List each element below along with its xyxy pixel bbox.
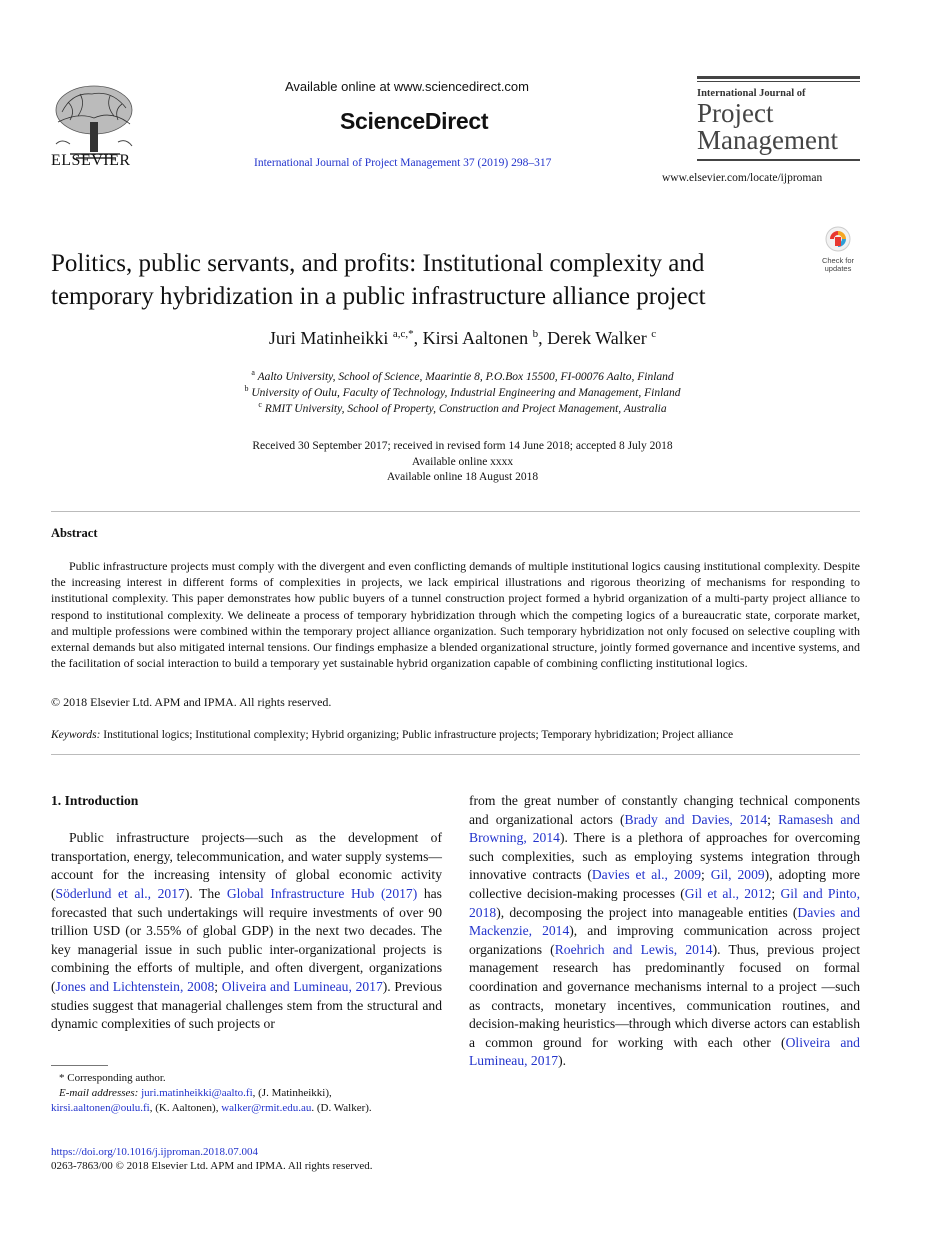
affiliation-sup: c: [258, 400, 262, 409]
text-run: ;: [771, 885, 781, 901]
citation-link[interactable]: Jones and Lichtenstein, 2008: [55, 978, 215, 994]
citation-link[interactable]: Gil et al., 2012: [684, 885, 772, 901]
text-run: ;: [767, 811, 779, 827]
footnote: [51, 1071, 451, 1116]
left-column: [51, 792, 442, 1034]
text-run: ;: [701, 867, 711, 883]
date-line: Received 30 September 2017; received in revised form 14 June 2018; accepted 8 July 2018: [252, 440, 673, 452]
citation-link[interactable]: Roehrich and Lewis, 2014: [554, 941, 713, 957]
email-link[interactable]: walker@rmit.edu.au: [221, 1102, 312, 1114]
keywords-list: Institutional logics; Institutional complexity; Hybrid organizing; Public infrastructure projects; Temporary hybridization; Project alliance: [103, 729, 734, 741]
citation-link[interactable]: Davies et al., 2009: [591, 867, 702, 883]
keywords: [51, 729, 733, 741]
affiliation-text: University of Oulu, Faculty of Technology, Industrial Engineering and Management, Finland: [251, 386, 681, 399]
text-run: from the great number of constantly changing technical components and organizational actors (: [469, 793, 860, 827]
date-line: Available online xxxx: [411, 455, 514, 468]
publisher-name: ELSEVIER: [51, 152, 131, 169]
email-line: [51, 1101, 451, 1116]
journal-logo-small: International Journal of: [697, 88, 806, 99]
available-online: Available online at www.sciencedirect.com: [285, 79, 529, 94]
affiliation-text: RMIT University, School of Property, Construction and Project Management, Australia: [264, 402, 667, 415]
citation-link[interactable]: Brady and Davies, 2014: [624, 811, 768, 827]
journal-url[interactable]: www.elsevier.com/locate/ijproman: [662, 172, 823, 184]
check-for-updates-button[interactable]: [818, 226, 858, 273]
citation-link[interactable]: Gil and Pinto, 2018: [469, 885, 860, 920]
text-run: ), adopting more collective decision-making processes (: [469, 867, 860, 901]
citation-link[interactable]: Global Infrastructure Hub (2017): [226, 885, 418, 901]
citation-link[interactable]: Söderlund et al., 2017: [55, 885, 185, 901]
check-updates-icon: [825, 226, 851, 252]
footer: [51, 1145, 373, 1173]
email-link[interactable]: kirsi.aaltonen@oulu.fi: [51, 1102, 150, 1114]
abstract-heading: Abstract: [51, 526, 98, 540]
journal-citation[interactable]: International Journal of Project Management 37 (2019) 298–317: [254, 157, 552, 169]
citation-link[interactable]: Oliveira and Lumineau, 2017: [469, 1034, 860, 1069]
corresponding-author: * Corresponding author.: [59, 1072, 166, 1084]
divider: [51, 754, 860, 755]
sciencedirect-logo: ScienceDirect: [340, 108, 489, 134]
citation-link[interactable]: Oliveira and Lumineau, 2017: [221, 978, 383, 994]
text-run: ), decomposing the project into manageable entities (: [496, 904, 798, 920]
text-run: ). Thus, previous project management research has predominantly focused on formal coordination and governance mechanisms internal to a project —such as contracts, monetary incentives, communication routines, and decision-making heuristics—through which diverse actors can establish a common ground for working with each other (: [469, 941, 860, 1050]
affiliation: [0, 397, 925, 417]
email-line: [51, 1086, 451, 1101]
issn-line: 0263-7863/00 © 2018 Elsevier Ltd. APM and IPMA. All rights reserved.: [51, 1160, 373, 1172]
affiliation-sup: a: [251, 368, 255, 377]
author-sup: b: [532, 328, 539, 340]
email-link[interactable]: juri.matinheikki@aalto.fi: [141, 1087, 253, 1099]
logo-rule: [697, 76, 860, 79]
keywords-label: Keywords:: [51, 729, 101, 741]
journal-logo: [697, 76, 860, 161]
logo-rule: [697, 159, 860, 161]
text-run: ). The: [184, 885, 227, 901]
citation-link[interactable]: Ramasesh and Browning, 2014: [469, 811, 860, 846]
author-sup: c: [651, 328, 657, 340]
text-run: ).: [558, 1053, 567, 1069]
email-owner: . (D. Walker).: [311, 1102, 372, 1114]
text-run: ). There is a plethora of approaches for overcoming such complexities, such as employing systems integration through innovative contracts (: [469, 830, 860, 883]
affiliation-text: Aalto University, School of Science, Maarintie 8, P.O.Box 15500, FI-00076 Aalto, Finland: [257, 370, 674, 383]
doi-link[interactable]: https://doi.org/10.1016/j.ijproman.2018.07.004: [51, 1146, 258, 1158]
divider: [51, 511, 860, 512]
body-paragraph: [469, 792, 860, 1071]
email-label: E-mail addresses:: [59, 1087, 139, 1099]
journal-logo-line1: Project: [697, 98, 774, 128]
text-run: ;: [214, 978, 222, 994]
abstract-paragraph: Public infrastructure projects must comply with the divergent and even conflicting demands of multiple institutional logics causing institutional complexity. Despite the increasing interest in different forms of complexities in projects, we lack empirical illustrations and rigorous theorizing of mechanisms for responding to institutional complexity. This paper demonstrates how public buyers of a tunnel construction project formed a hybrid organization of a multi-party project alliance to respond to institutional complexity. We delineate a process of temporary hybridization through which the competing logics of a bureaucratic state, corporate market, and multiple professions were combined within the temporary project alliance organization. Such temporary hybridization not only focused on selective coupling with external demands but also mitigated internal tensions. Our findings emphasize a blended organizational structure, jointly formed governance and incentive systems, and the facilitation of social interaction to build a temporary yet sustainable hybrid organization capable of combining conflicting institutional logics.: [51, 559, 860, 671]
article-title: Politics, public servants, and profits: Institutional complexity and temporary hybridization in a public infrastructure alliance project: [51, 250, 706, 310]
author-list: Juri Matinheikki $^{a,c,*}$, Kirsi Aaltonen $^b$, Derek Walker $^c$: [268, 328, 657, 348]
logo-rule: [697, 81, 860, 82]
date-line: Available online 18 August 2018: [386, 471, 539, 483]
article-dates: [0, 439, 925, 486]
text-run: ), and improving communication across project organizations (: [469, 923, 860, 957]
citation-link[interactable]: Gil, 2009: [710, 867, 765, 883]
author-name[interactable]: Juri Matinheikki: [268, 328, 389, 348]
body-paragraph: [51, 829, 442, 1034]
email-owner: , (K. Aaltonen),: [149, 1102, 219, 1114]
journal-logo-line2: Management: [697, 125, 838, 155]
text-run: ). Previous studies suggest that managerial challenges stem from the structural and dynamic complexities of such projects or: [51, 978, 442, 1032]
affiliation-sup: b: [244, 384, 249, 393]
author-name[interactable]: Kirsi Aaltonen: [422, 328, 529, 348]
section-heading: 1. Introduction: [51, 793, 139, 808]
text-run: has forecasted that such undertakings will require investments of over 90 trillion USD (or 3.55% of global GDP) in the next two decades. The key managerial issue in such public inter-organizational projects is combining the efforts of multiple, and often divergent, organizations (: [51, 885, 442, 994]
email-owner: , (J. Matinheikki),: [252, 1087, 332, 1099]
footnote-rule: [51, 1065, 108, 1066]
text-run: Public infrastructure projects—such as the development of transportation, energy, telecommunication, and water supply systems—account for the increasing intensity of global economic activity (: [51, 830, 442, 901]
check-updates-label: Check for: [821, 256, 855, 265]
citation-link[interactable]: Davies and Mackenzie, 2014: [469, 904, 860, 939]
author-name[interactable]: Derek Walker: [547, 328, 647, 348]
abstract-text: [51, 558, 860, 671]
right-column: [469, 792, 860, 1071]
check-updates-label: updates: [824, 264, 852, 273]
abstract-copyright: © 2018 Elsevier Ltd. APM and IPMA. All rights reserved.: [51, 695, 332, 709]
author-sup: a,c,*: [392, 328, 414, 340]
